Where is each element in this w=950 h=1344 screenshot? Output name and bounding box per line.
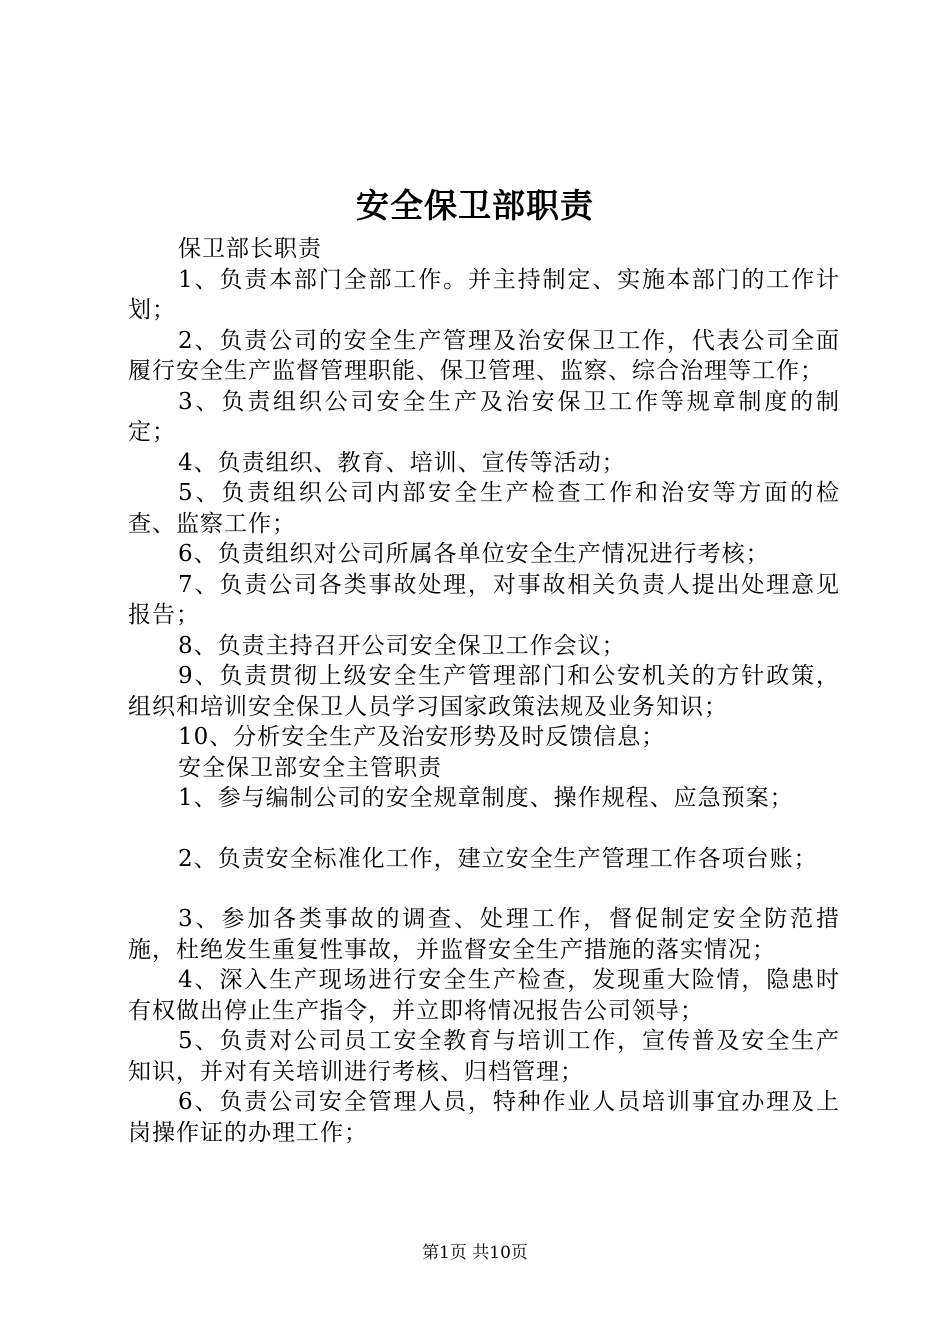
paragraph: 6、负责组织对公司所属各单位安全生产情况进行考核；	[178, 541, 770, 567]
document-title: 安全保卫部职责	[356, 186, 594, 225]
paragraph: 1、参与编制公司的安全规章制度、操作规程、应急预案；	[178, 785, 794, 811]
paragraph: 7、负责公司各类事故处理，对事故相关负责人提出处理意见报告；	[128, 571, 840, 628]
document-body	[128, 234, 840, 1148]
paragraph: 2、负责公司的安全生产管理及治安保卫工作，代表公司全面履行安全生产监督管理职能、保卫管理、监察、综合治理等工作；	[128, 327, 840, 384]
paragraph: 2、负责安全标准化工作，建立安全生产管理工作各项台账；	[178, 845, 818, 872]
paragraph: 1、负责本部门全部工作。并主持制定、实施本部门的工作计划；	[128, 266, 840, 323]
paragraph: 8、负责主持召开公司安全保卫工作会议；	[178, 632, 626, 659]
paragraph: 10、分析安全生产及治安形势及时反馈信息；	[178, 724, 666, 750]
section-heading: 安全保卫部安全主管职责	[178, 754, 442, 781]
paragraph: 6、负责公司安全管理人员，特种作业人员培训事宜办理及上岗操作证的办理工作；	[128, 1089, 840, 1146]
paragraph: 5、负责对公司员工安全教育与培训工作，宣传普及安全生产知识，并对有关培训进行考核、归档管理；	[128, 1028, 840, 1085]
paragraph: 4、负责组织、教育、培训、宣传等活动；	[178, 449, 626, 476]
page-footer: 第1页 共10页	[422, 1243, 528, 1263]
section-heading: 保卫部长职责	[178, 236, 322, 262]
paragraph: 9、负责贯彻上级安全生产管理部门和公安机关的方针政策，组织和培训安全保卫人员学习国家政策法规及业务知识；	[128, 663, 840, 720]
paragraph: 4、深入生产现场进行安全生产检查，发现重大险情，隐患时有权做出停止生产指令，并立即将情况报告公司领导；	[128, 967, 840, 1024]
paragraph: 5、负责组织公司内部安全生产检查工作和治安等方面的检查、监察工作；	[128, 480, 840, 537]
paragraph: 3、参加各类事故的调查、处理工作，督促制定安全防范措施，杜绝发生重复性事故，并监督安全生产措施的落实情况；	[128, 906, 840, 963]
paragraph: 3、负责组织公司安全生产及治安保卫工作等规章制度的制定；	[128, 388, 840, 445]
